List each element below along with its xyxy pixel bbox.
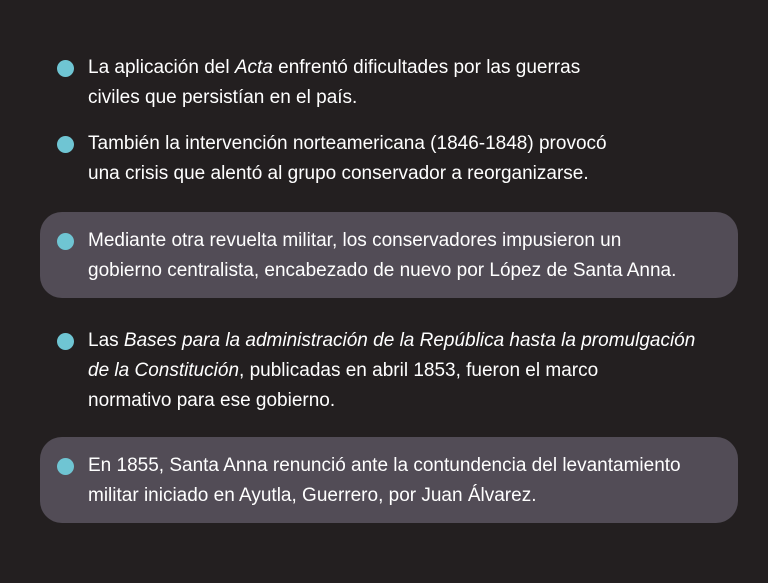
text-line [88, 226, 676, 256]
bullet-text-5 [88, 451, 681, 511]
text-run-italic: Bases para la administración de la República hasta la promulgación [123, 330, 696, 351]
bullet-item-5-highlighted [40, 437, 738, 523]
text-line [88, 451, 681, 481]
bullet-item-3-highlighted [40, 212, 738, 298]
text-line [88, 159, 607, 189]
text-line [88, 53, 580, 83]
text-run: Mediante otra revuelta militar, los conservadores impusieron un [88, 230, 622, 251]
bullet-text-2 [88, 129, 607, 189]
text-run: normativo para ese gobierno. [88, 390, 336, 411]
bullet-dot-icon [57, 233, 74, 250]
text-run: militar iniciado en Ayutla, Guerrero, por Juan Álvarez. [88, 485, 537, 506]
bullet-dot-icon [57, 60, 74, 77]
text-line [88, 356, 695, 386]
text-run: En 1855, Santa Anna renunció ante la contundencia del levantamiento [88, 455, 681, 476]
text-run: También la intervención norteamericana (1846-1848) provocó [88, 133, 607, 154]
bullet-text-4 [88, 326, 695, 416]
text-run: enfrentó dificultades por las guerras [272, 57, 581, 78]
text-run-italic: Acta [234, 57, 273, 78]
text-line [88, 481, 681, 511]
bullet-item-2 [40, 126, 740, 196]
bullet-dot-icon [57, 458, 74, 475]
bullet-item-1 [40, 50, 740, 120]
bullet-text-3 [88, 226, 676, 286]
text-run: gobierno centralista, encabezado de nuevo por López de Santa Anna. [88, 260, 677, 281]
text-run: civiles que persistían en el país. [88, 87, 358, 108]
bullet-text-1 [88, 53, 580, 113]
text-line [88, 256, 676, 286]
text-line [88, 386, 695, 416]
bullet-dot-icon [57, 136, 74, 153]
text-line [88, 129, 607, 159]
text-line [88, 326, 695, 356]
bullet-dot-icon [57, 333, 74, 350]
text-run-italic: de la Constitución [88, 360, 240, 381]
text-run: La aplicación del [88, 57, 235, 78]
text-run: Las [88, 330, 124, 351]
bullet-item-4 [40, 323, 740, 418]
text-run: , publicadas en abril 1853, fueron el marco [239, 360, 599, 381]
text-line [88, 83, 580, 113]
text-run: una crisis que alentó al grupo conservador a reorganizarse. [88, 163, 589, 184]
